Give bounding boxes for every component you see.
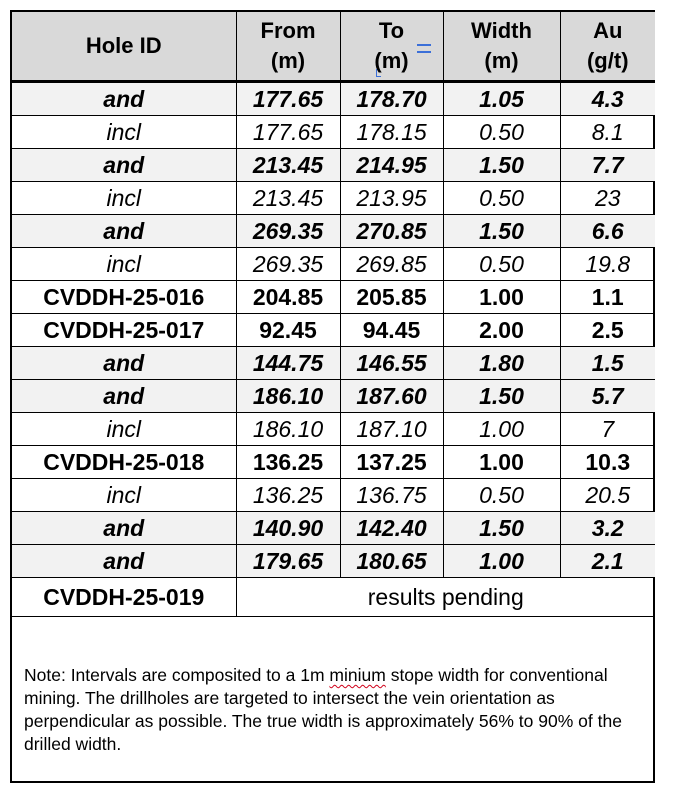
- table-body: [12, 82, 655, 617]
- cell-hole: and: [12, 545, 236, 578]
- cell-au: 1.5: [560, 347, 655, 380]
- cell-from: 92.45: [236, 314, 340, 347]
- table-row: [12, 413, 655, 446]
- cell-au: 2.5: [560, 314, 655, 347]
- table-row: [12, 314, 655, 347]
- cell-to: 178.15: [340, 116, 443, 149]
- cell-width: 1.00: [443, 281, 560, 314]
- cell-width: 1.00: [443, 413, 560, 446]
- cell-hole: and: [12, 347, 236, 380]
- cell-hole: incl: [12, 248, 236, 281]
- cell-au: 8.1: [560, 116, 655, 149]
- cell-from: 177.65: [236, 82, 340, 116]
- cell-width: 0.50: [443, 479, 560, 512]
- cell-width: 2.00: [443, 314, 560, 347]
- table-row: [12, 380, 655, 413]
- cell-from: 204.85: [236, 281, 340, 314]
- table-row: [12, 116, 655, 149]
- cell-au: 1.1: [560, 281, 655, 314]
- table-row: [12, 215, 655, 248]
- cell-from: 269.35: [236, 215, 340, 248]
- cell-au: 3.2: [560, 512, 655, 545]
- cell-hole: incl: [12, 182, 236, 215]
- cell-au: 7: [560, 413, 655, 446]
- drill-results-table-frame: [10, 10, 655, 783]
- cell-to: 180.65: [340, 545, 443, 578]
- cell-hole: incl: [12, 116, 236, 149]
- cell-width: 1.50: [443, 215, 560, 248]
- cell-width: 1.00: [443, 446, 560, 479]
- header-width: Width (m): [443, 12, 560, 82]
- cell-au: 6.6: [560, 215, 655, 248]
- cell-to: 187.60: [340, 380, 443, 413]
- drill-results-table: [12, 12, 655, 617]
- cell-from: 136.25: [236, 479, 340, 512]
- cell-hole: CVDDH-25-016: [12, 281, 236, 314]
- table-row: [12, 149, 655, 182]
- header-hole-id: Hole ID: [12, 12, 236, 82]
- pending-hole-id: CVDDH-25-019: [12, 578, 236, 617]
- cell-hole: and: [12, 149, 236, 182]
- table-row: [12, 446, 655, 479]
- table-row: [12, 281, 655, 314]
- pending-row: [12, 578, 655, 617]
- cell-width: 0.50: [443, 248, 560, 281]
- cell-hole: incl: [12, 413, 236, 446]
- table-row: [12, 545, 655, 578]
- cell-au: 2.1: [560, 545, 655, 578]
- header-from: From (m): [236, 12, 340, 82]
- cell-to: 137.25: [340, 446, 443, 479]
- cell-hole: and: [12, 215, 236, 248]
- table-row: [12, 182, 655, 215]
- cell-hole: and: [12, 512, 236, 545]
- header-to: To (m): [340, 12, 443, 82]
- cell-to: 270.85: [340, 215, 443, 248]
- cell-au: 19.8: [560, 248, 655, 281]
- table-row: [12, 347, 655, 380]
- cell-hole: and: [12, 380, 236, 413]
- cell-to: 187.10: [340, 413, 443, 446]
- cell-width: 1.50: [443, 512, 560, 545]
- edit-mark-icon: [417, 44, 431, 53]
- cell-au: 23: [560, 182, 655, 215]
- cell-to: 94.45: [340, 314, 443, 347]
- table-row: [12, 248, 655, 281]
- cell-width: 0.50: [443, 182, 560, 215]
- cell-width: 1.50: [443, 149, 560, 182]
- cell-to: 205.85: [340, 281, 443, 314]
- header-au: Au (g/t): [560, 12, 655, 82]
- insert-caret-icon: [376, 69, 381, 77]
- footnote: Note: Intervals are composited to a 1m minium stope width for conventional mining. The drillholes are targeted to intersect the vein orientation as perpendicular as possible. The true width is approximately 56% to 90% of the drilled width.: [24, 665, 622, 754]
- cell-from: 213.45: [236, 149, 340, 182]
- cell-from: 186.10: [236, 413, 340, 446]
- cell-to: 269.85: [340, 248, 443, 281]
- cell-hole: incl: [12, 479, 236, 512]
- table-row: [12, 82, 655, 116]
- cell-to: 146.55: [340, 347, 443, 380]
- cell-au: 10.3: [560, 446, 655, 479]
- cell-from: 269.35: [236, 248, 340, 281]
- cell-from: 136.25: [236, 446, 340, 479]
- cell-from: 213.45: [236, 182, 340, 215]
- spellcheck-flagged-word: minium: [329, 665, 386, 685]
- cell-from: 177.65: [236, 116, 340, 149]
- table-row: [12, 512, 655, 545]
- cell-width: 1.50: [443, 380, 560, 413]
- cell-au: 20.5: [560, 479, 655, 512]
- cell-to: 142.40: [340, 512, 443, 545]
- cell-from: 179.65: [236, 545, 340, 578]
- cell-width: 0.50: [443, 116, 560, 149]
- cell-width: 1.00: [443, 545, 560, 578]
- cell-to: 214.95: [340, 149, 443, 182]
- table-row: [12, 479, 655, 512]
- cell-to: 136.75: [340, 479, 443, 512]
- cell-from: 186.10: [236, 380, 340, 413]
- cell-au: 4.3: [560, 82, 655, 116]
- cell-from: 144.75: [236, 347, 340, 380]
- cell-hole: and: [12, 82, 236, 116]
- cell-au: 7.7: [560, 149, 655, 182]
- header-row: [12, 12, 655, 82]
- pending-status: results pending: [236, 578, 655, 617]
- cell-to: 213.95: [340, 182, 443, 215]
- cell-au: 5.7: [560, 380, 655, 413]
- cell-width: 1.05: [443, 82, 560, 116]
- cell-hole: CVDDH-25-017: [12, 314, 236, 347]
- cell-width: 1.80: [443, 347, 560, 380]
- cell-from: 140.90: [236, 512, 340, 545]
- cell-hole: CVDDH-25-018: [12, 446, 236, 479]
- cell-to: 178.70: [340, 82, 443, 116]
